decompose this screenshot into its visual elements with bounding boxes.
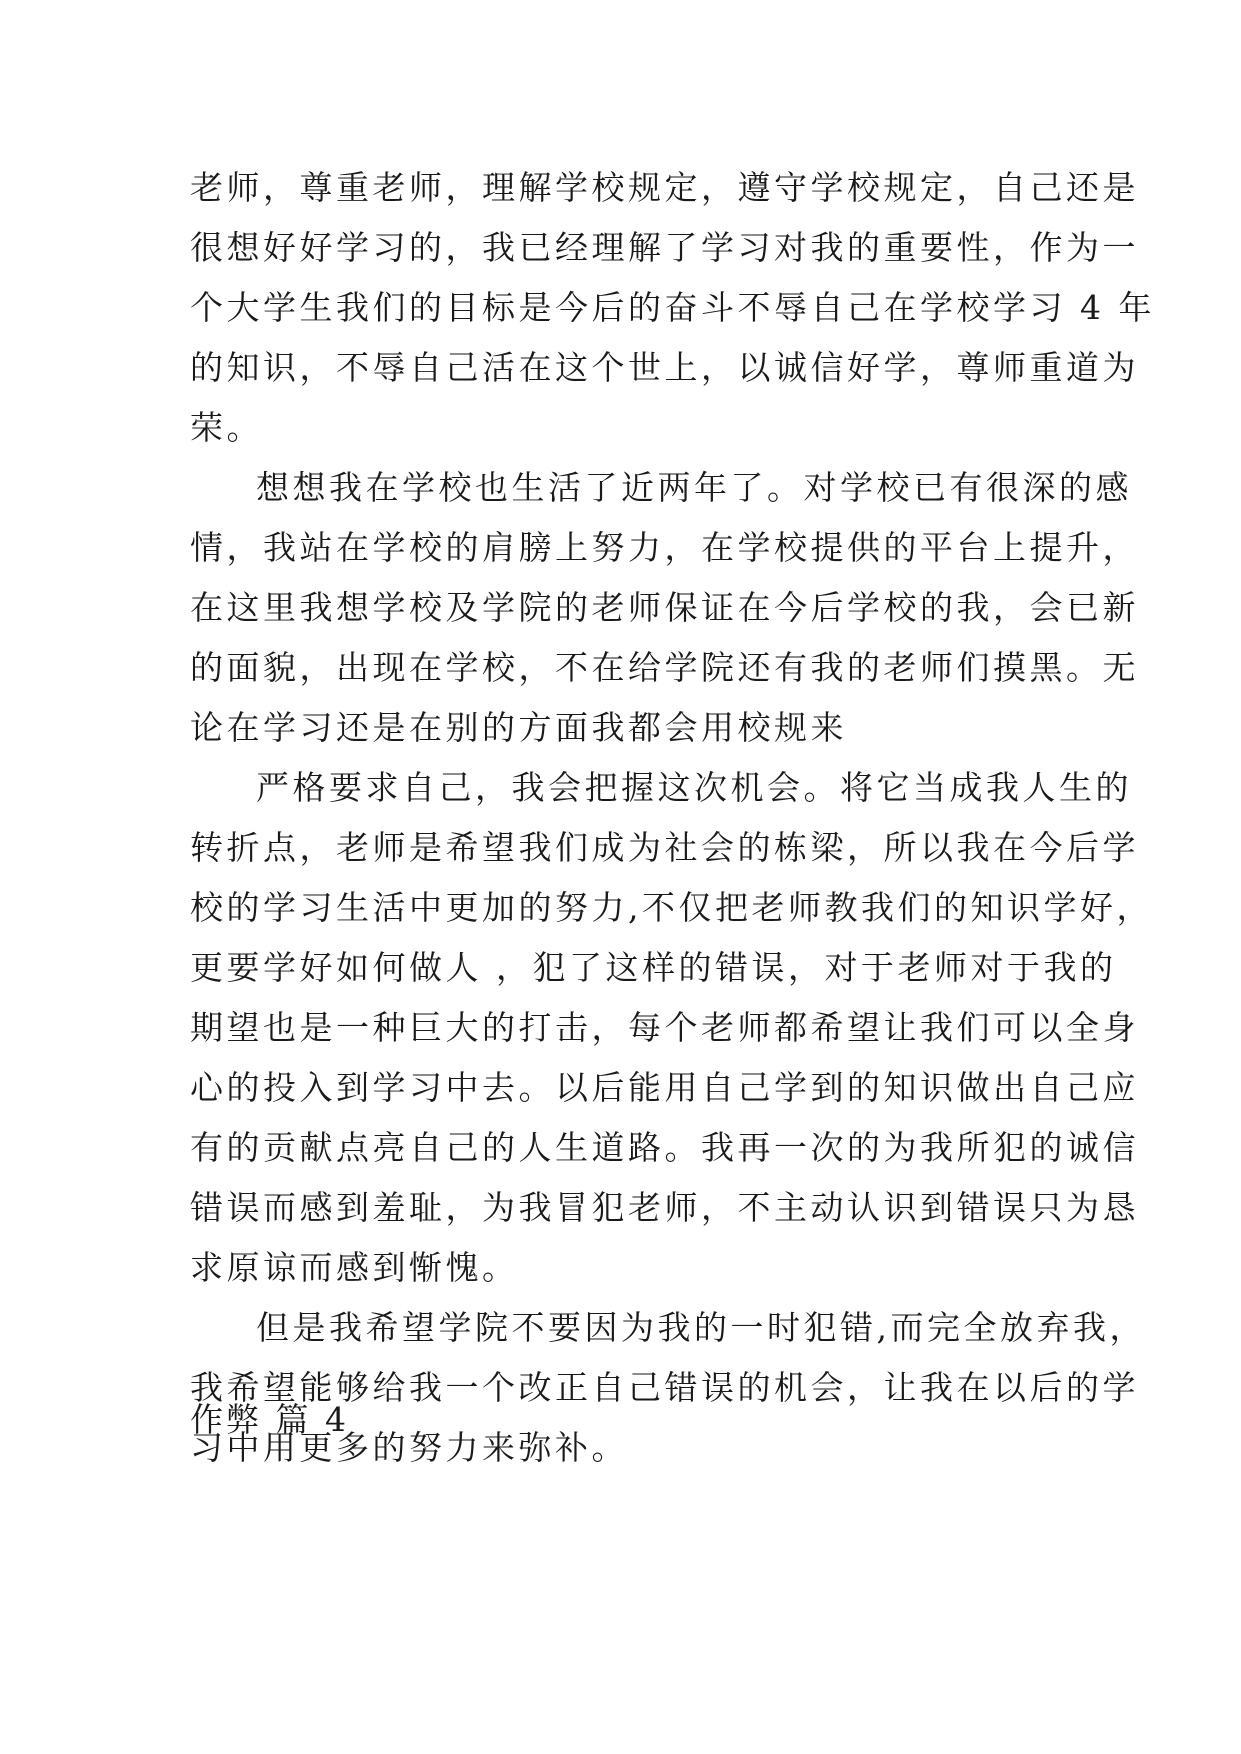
text-line: 但是我希望学院不要因为我的一时犯错,而完全放弃我， [256, 1308, 1146, 1347]
text-line: 习中用更多的努力来弥补。 [190, 1428, 628, 1467]
text-line: 有的贡献点亮自己的人生道路。我再一次的为我所犯的诚信 [190, 1128, 1139, 1167]
text-line: 想想我在学校也生活了近两年了。对学校已有很深的感 [256, 468, 1132, 507]
section-heading: 作弊 篇 4 [190, 1400, 349, 1439]
text-line: 荣。 [190, 408, 263, 447]
text-line: 校的学习生活中更加的努力,不仅把老师教我们的知识学好， [190, 888, 1153, 927]
text-line: 个大学生我们的目标是今后的奋斗不辱自己在学校学习 4 年 [190, 288, 1155, 327]
text-line: 求原谅而感到惭愧。 [190, 1248, 519, 1287]
text-line: 在这里我想学校及学院的老师保证在今后学校的我，会已新 [190, 588, 1139, 627]
text-line: 我希望能够给我一个改正自己错误的机会，让我在以后的学 [190, 1368, 1139, 1407]
text-line: 的知识，不辱自己活在这个世上，以诚信好学，尊师重道为 [190, 348, 1139, 387]
text-line: 的面貌，出现在学校，不在给学院还有我的老师们摸黑。无 [190, 648, 1139, 687]
text-line: 更要学好如何做人 ，犯了这样的错误，对于老师对于我的 [190, 948, 1117, 987]
text-line: 错误而感到羞耻，为我冒犯老师，不主动认识到错误只为恳 [190, 1188, 1139, 1227]
text-line: 论在学习还是在别的方面我都会用校规来 [190, 708, 847, 747]
text-line: 严格要求自己，我会把握这次机会。将它当成我人生的 [256, 768, 1132, 807]
text-line: 情，我站在学校的肩膀上努力，在学校提供的平台上提升， [190, 528, 1139, 567]
document-body [190, 158, 1155, 1478]
text-line: 心的投入到学习中去。以后能用自己学到的知识做出自己应 [190, 1068, 1139, 1107]
text-line: 期望也是一种巨大的打击，每个老师都希望让我们可以全身 [190, 1008, 1139, 1047]
text-line: 老师，尊重老师，理解学校规定，遵守学校规定，自己还是 [190, 168, 1139, 207]
text-line: 很想好好学习的，我已经理解了学习对我的重要性，作为一 [190, 228, 1139, 267]
text-line: 转折点，老师是希望我们成为社会的栋梁，所以我在今后学 [190, 828, 1139, 867]
